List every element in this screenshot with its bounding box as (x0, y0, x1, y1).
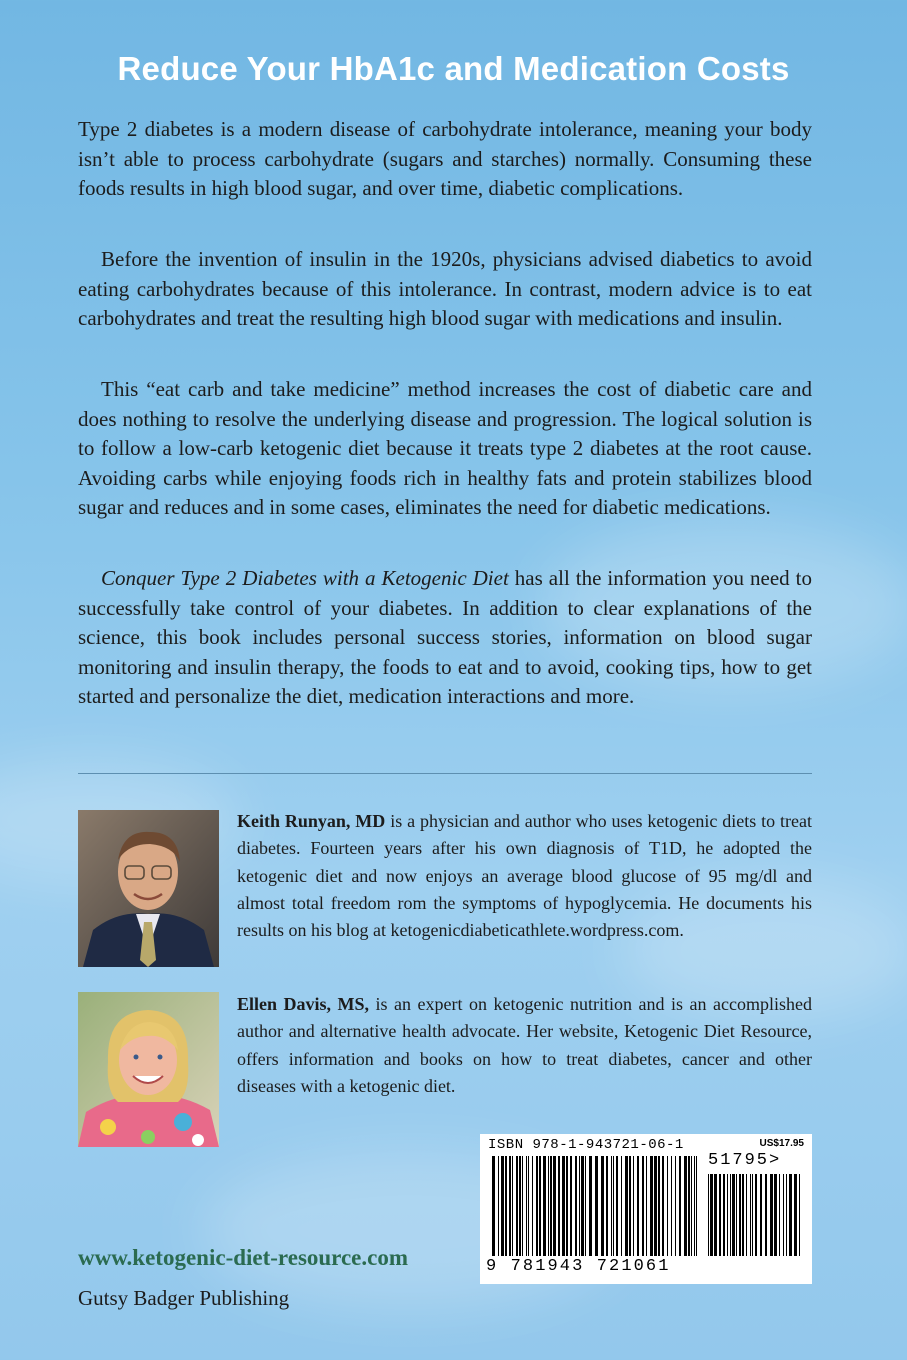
price-label: US$17.95 (759, 1138, 804, 1149)
barcode-supplement-digits: 51795> (708, 1151, 782, 1170)
paragraph-intro: Type 2 diabetes is a modern disease of carbohydrate intolerance, meaning your body isn’t able to process carbohydrate (sugars and starches) normally. Consuming these foods results in high blood sugar, and over time, diabetic complications. (78, 117, 812, 200)
paragraph-history: Before the invention of insulin in the 1920s, physicians advised diabetics to avoid eating carbohydrates because of this intolerance. In contrast, modern advice is to eat carbohydrates and treat the resulting high blood sugar with medications and insulin. (78, 247, 812, 330)
author-name-ellen-davis: Ellen Davis, MS, (237, 994, 370, 1014)
author-bio-text: is a physician and author who uses ketogenic diets to treat diabetes. Fourteen years after his own diagnosis of T1D, he adopted the ketogenic diet and now enjoys an average blood glucose of 95 mg/dl and almost total freedom rom the symptoms of hypoglycemia. He documents his results on his blog at ketogenicdiabeticathlete.wordpress.com. (237, 811, 812, 941)
author-name-keith-runyan: Keith Runyan, MD (237, 811, 386, 831)
author-photo-ellen-davis (78, 992, 219, 1147)
section-divider (78, 773, 812, 774)
isbn-barcode (480, 1134, 812, 1284)
website-link[interactable]: www.ketogenic-diet-resource.com (78, 1245, 409, 1270)
author-bio-ellen-davis (237, 991, 812, 1100)
barcode-digits: 9 781943 721061 (486, 1257, 671, 1276)
publisher-name: Gutsy Badger Publishing (78, 1286, 290, 1310)
author-photo-keith-runyan (78, 810, 219, 967)
book-summary-text: has all the information you need to successfully take control of your diabetes. In addition to clear explanations of the science, this book includes personal success stories, information on blood sugar monitoring and insulin therapy, the foods to eat and to avoid, cooking tips, how to get started and personalize the diet, medication interactions and more. (78, 566, 812, 708)
paragraph-book-summary (78, 564, 812, 712)
book-title-italic: Conquer Type 2 Diabetes with a Ketogenic Diet (101, 566, 509, 590)
author-bio-text: is an expert on ketogenic nutrition and is an accomplished author and alternative health advocate. Her website, Ketogenic Diet Resource, offers information and books on how to treat diabetes, cancer and other diseases with a ketogenic diet. (237, 994, 812, 1096)
cover-title: Reduce Your HbA1c and Medication Costs (117, 50, 790, 87)
isbn-number: ISBN 978-1-943721-06-1 (488, 1137, 684, 1153)
barcode-bars-main (492, 1156, 698, 1256)
paragraph-method: This “eat carb and take medicine” method increases the cost of diabetic care and does nothing to resolve the underlying disease and progression. The logical solution is to follow a low-carb ketogenic diet because it treats type 2 diabetes at the root cause. Avoiding carbs while enjoying foods rich in healthy fats and protein stabilizes blood sugar and reduces and in some cases, eliminates the need for diabetic medications. (78, 377, 812, 519)
author-bio-keith-runyan (237, 808, 812, 944)
barcode-bars-supplement (708, 1174, 800, 1256)
